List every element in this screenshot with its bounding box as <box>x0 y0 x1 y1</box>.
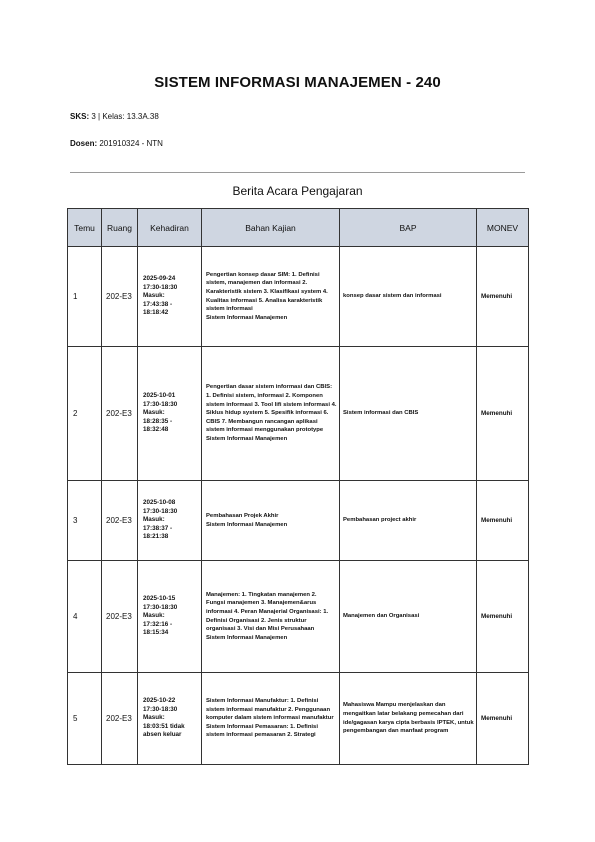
cell-temu: 4 <box>68 561 102 673</box>
table-row <box>68 673 529 765</box>
cell-ruang: 202-E3 <box>102 247 138 347</box>
dosen-label: Dosen: <box>70 139 98 148</box>
cell-kehadiran: 2025-10-08 17:30-18:30 Masuk: 17:38:37 - 18:21:38 <box>138 481 202 561</box>
cell-bahan-kajian: Pengertian konsep dasar SIM: 1. Definisi sistem, manajemen dan informasi 2. Karakteristik sistem 3. Klasifikasi system 4. Kualitas informasi 5. Analisa karakteristik sistem informasi Sistem Informasi Manajemen <box>202 247 340 347</box>
cell-monev: Memenuhi <box>477 561 529 673</box>
header-ruang: Ruang <box>102 209 138 247</box>
sks-label: SKS: <box>70 112 90 121</box>
cell-bahan-kajian: Sistem Informasi Manufaktur: 1. Definisi sistem informasi manufaktur 2. Penggunaan komputer dalam sistem informasi manufaktur Sistem Informasi Pemasaran: 1. Definisi sistem informasi pemasaran 2. Strategi <box>202 673 340 765</box>
cell-bap: Manajemen dan Organisasi <box>340 561 477 673</box>
cell-bap: Sistem informasi dan CBIS <box>340 347 477 481</box>
table-row <box>68 481 529 561</box>
cell-bahan-kajian: Pembahasan Projek Akhir Sistem Informasi Manajemen <box>202 481 340 561</box>
cell-ruang: 202-E3 <box>102 561 138 673</box>
cell-bap: Pembahasan project akhir <box>340 481 477 561</box>
cell-ruang: 202-E3 <box>102 347 138 481</box>
cell-bahan-kajian: Pengertian dasar sistem informasi dan CBIS: 1. Definisi sistem, informasi 2. Komponen sistem informasi 3. Tool lifi sistem informasi 4. Siklus hidup system 5. Spesifik informasi 6. CBIS 7. Membangun rancangan aplikasi sistem informasi menggunakan prototype Sistem Informasi Manajemen <box>202 347 340 481</box>
divider <box>70 172 525 173</box>
sks-value: 3 | Kelas: 13.3A.38 <box>91 112 159 121</box>
dosen-line <box>70 139 163 148</box>
cell-kehadiran: 2025-10-22 17:30-18:30 Masuk: 18:03:51 tidak absen keluar <box>138 673 202 765</box>
cell-ruang: 202-E3 <box>102 481 138 561</box>
section-title: Berita Acara Pengajaran <box>232 184 363 198</box>
cell-monev: Memenuhi <box>477 247 529 347</box>
cell-monev: Memenuhi <box>477 481 529 561</box>
dosen-value: 201910324 - NTN <box>99 139 163 148</box>
table-header-row <box>68 209 529 247</box>
cell-bap: konsep dasar sistem dan informasi <box>340 247 477 347</box>
header-monev: MONEV <box>477 209 529 247</box>
cell-kehadiran: 2025-10-01 17:30-18:30 Masuk: 18:28:35 - 18:32:48 <box>138 347 202 481</box>
cell-bap: Mahasiswa Mampu menjelaskan dan mengaitkan latar belakang pemecahan dari ide/gagasan karya cipta berbasis IPTEK, untuk pengembangan dan manfaat program <box>340 673 477 765</box>
cell-ruang: 202-E3 <box>102 673 138 765</box>
cell-temu: 2 <box>68 347 102 481</box>
header-temu: Temu <box>68 209 102 247</box>
header-bap: BAP <box>340 209 477 247</box>
cell-temu: 5 <box>68 673 102 765</box>
cell-bahan-kajian: Manajemen: 1. Tingkatan manajemen 2. Fungsi manajemen 3. Manajemen&arus informasi 4. Peran Manajerial Organisasi: 1. Definisi Organisasi 2. Jenis struktur organisasi 3. Visi dan Misi Perusahaan Sistem Informasi Manajemen <box>202 561 340 673</box>
cell-kehadiran: 2025-09-24 17:30-18:30 Masuk: 17:43:38 - 18:18:42 <box>138 247 202 347</box>
cell-temu: 1 <box>68 247 102 347</box>
table-row <box>68 561 529 673</box>
sks-line <box>70 112 159 121</box>
document-title: SISTEM INFORMASI MANAJEMEN - 240 <box>154 74 441 91</box>
table-row <box>68 247 529 347</box>
cell-kehadiran: 2025-10-15 17:30-18:30 Masuk: 17:32:16 - 18:15:34 <box>138 561 202 673</box>
header-bahan-kajian: Bahan Kajian <box>202 209 340 247</box>
cell-monev: Memenuhi <box>477 347 529 481</box>
cell-temu: 3 <box>68 481 102 561</box>
cell-monev: Memenuhi <box>477 673 529 765</box>
bap-table <box>67 208 529 765</box>
table-row <box>68 347 529 481</box>
header-kehadiran: Kehadiran <box>138 209 202 247</box>
